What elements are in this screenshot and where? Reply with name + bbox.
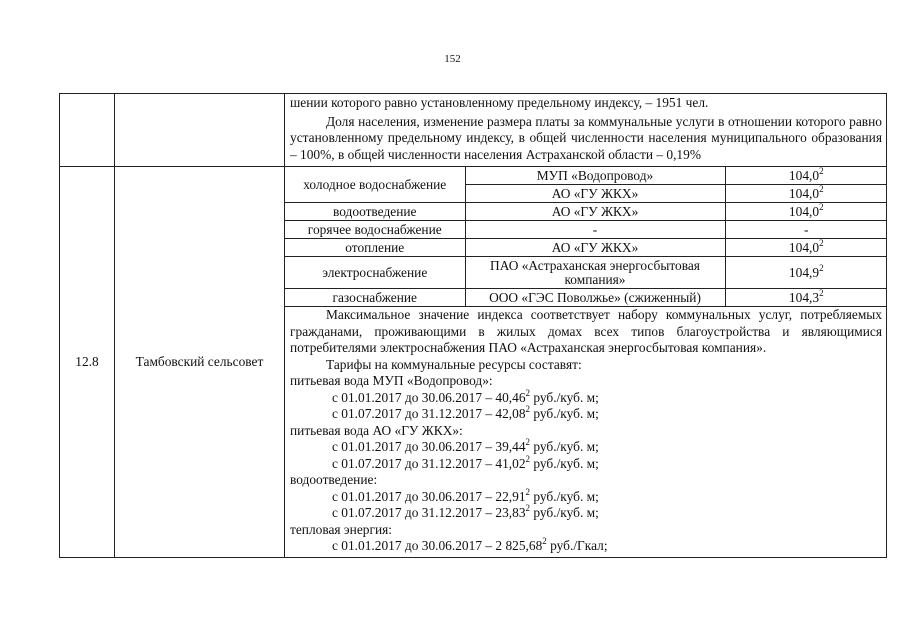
service-index: 104,0$^2$ — [725, 239, 887, 257]
entry-details — [285, 167, 887, 558]
continuation-row — [60, 94, 887, 167]
page-number: 152 — [444, 53, 461, 65]
service-name: горячее водоснабжение — [285, 221, 465, 239]
footnote-mark: 2 — [819, 165, 824, 176]
tariff-heading: тепловая энергия: — [290, 521, 393, 537]
service-index: 104,9$^2$ — [725, 257, 887, 289]
footnote-mark: 2 — [525, 503, 531, 513]
service-row — [285, 257, 887, 289]
max-index-paragraph: Максимальное значение индекса соответствует набору коммунальных услуг, потребляемых гражданами, проживающими в жилых домах всех типов благоустройства и являющимися потребителями электроснабжения ПАО «Астраханская энергосбытовая компания». — [290, 307, 882, 355]
service-name: отопление — [285, 239, 465, 257]
continuation-line: шении которого равно установленному предельному индексу, – 1951 чел. — [290, 95, 709, 110]
service-name: холодное водоснабжение — [285, 167, 465, 203]
service-index: 104,3$^2$ — [725, 289, 887, 307]
cell-empty-num — [60, 94, 115, 167]
service-name: электроснабжение — [285, 257, 465, 289]
tariff-heading: водоотведение: — [290, 472, 378, 487]
service-index: - — [725, 221, 887, 239]
footnote-mark: 2 — [525, 453, 531, 464]
service-row — [285, 167, 887, 185]
service-row — [285, 289, 887, 307]
tariff-line: с 01.07.2017 до 31.12.2017 – 41,02$^2$ руб./куб. м; — [332, 453, 599, 471]
tariff-text — [285, 307, 886, 557]
service-index: 104,0$^2$ — [725, 203, 887, 221]
entry-row — [60, 167, 887, 558]
service-provider: ООО «ГЭС Поволжье» (сжиженный) — [465, 289, 725, 307]
service-provider: МУП «Водопровод» — [465, 167, 725, 185]
tariff-line: с 01.01.2017 до 30.06.2017 – 22,91$^2$ руб./куб. м; — [332, 486, 599, 504]
services-table — [285, 167, 887, 307]
tariff-line: с 01.07.2017 до 31.12.2017 – 42,08$^2$ руб./куб. м; — [332, 404, 599, 421]
service-provider: АО «ГУ ЖКХ» — [465, 185, 725, 203]
footnote-mark: 2 — [525, 387, 531, 398]
footnote-mark: 2 — [819, 262, 824, 273]
tariff-line: с 01.01.2017 до 30.06.2017 – 2 825,68$^2$ руб./Гкал; — [332, 536, 608, 553]
continuation-text — [285, 94, 887, 167]
tariff-heading: питьевая вода МУП «Водопровод»: — [290, 373, 493, 388]
service-provider: - — [465, 221, 725, 239]
footnote-mark: 2 — [525, 486, 531, 497]
service-index: 104,0$^2$ — [725, 167, 887, 185]
tariff-line: с 01.01.2017 до 30.06.2017 – 40,46$^2$ руб./куб. м; — [332, 387, 599, 405]
service-row — [285, 239, 887, 257]
tariff-line: с 01.01.2017 до 30.06.2017 – 39,44$^2$ руб./куб. м; — [332, 437, 599, 454]
service-row — [285, 221, 887, 239]
footnote-mark: 2 — [819, 201, 824, 212]
service-name: газоснабжение — [285, 289, 465, 307]
indices-table — [59, 93, 887, 558]
service-row — [285, 203, 887, 221]
continuation-paragraph: Доля населения, изменение размера платы за коммунальные услуги в отношении которого равно установленному предельному индексу, в общей численности населения муниципального образования – 100%, в общей численности населения Астраханской области – 0,19% — [290, 113, 882, 162]
service-provider: АО «ГУ ЖКХ» — [465, 203, 725, 221]
tariff-heading: питьевая вода АО «ГУ ЖКХ»: — [290, 422, 463, 438]
footnote-mark: 2 — [525, 437, 531, 447]
footnote-mark: 2 — [819, 183, 824, 194]
service-index: 104,0$^2$ — [725, 185, 887, 203]
entry-name: Тамбовский сельсовет — [115, 167, 285, 558]
footnote-mark: 2 — [542, 536, 547, 546]
cell-empty-name — [115, 94, 285, 167]
footnote-mark: 2 — [819, 237, 824, 248]
footnote-mark: 2 — [525, 404, 531, 414]
service-name: водоотведение — [285, 203, 465, 221]
tariff-line: с 01.07.2017 до 31.12.2017 – 23,83$^2$ руб./куб. м; — [332, 503, 599, 520]
service-provider: АО «ГУ ЖКХ» — [465, 239, 725, 257]
tariffs-intro: Тарифы на коммунальные ресурсы составят: — [326, 356, 582, 372]
footnote-mark: 2 — [819, 287, 824, 298]
entry-number: 12.8 — [60, 167, 115, 558]
service-provider: ПАО «Астраханская энергосбытовая компания» — [465, 257, 725, 289]
